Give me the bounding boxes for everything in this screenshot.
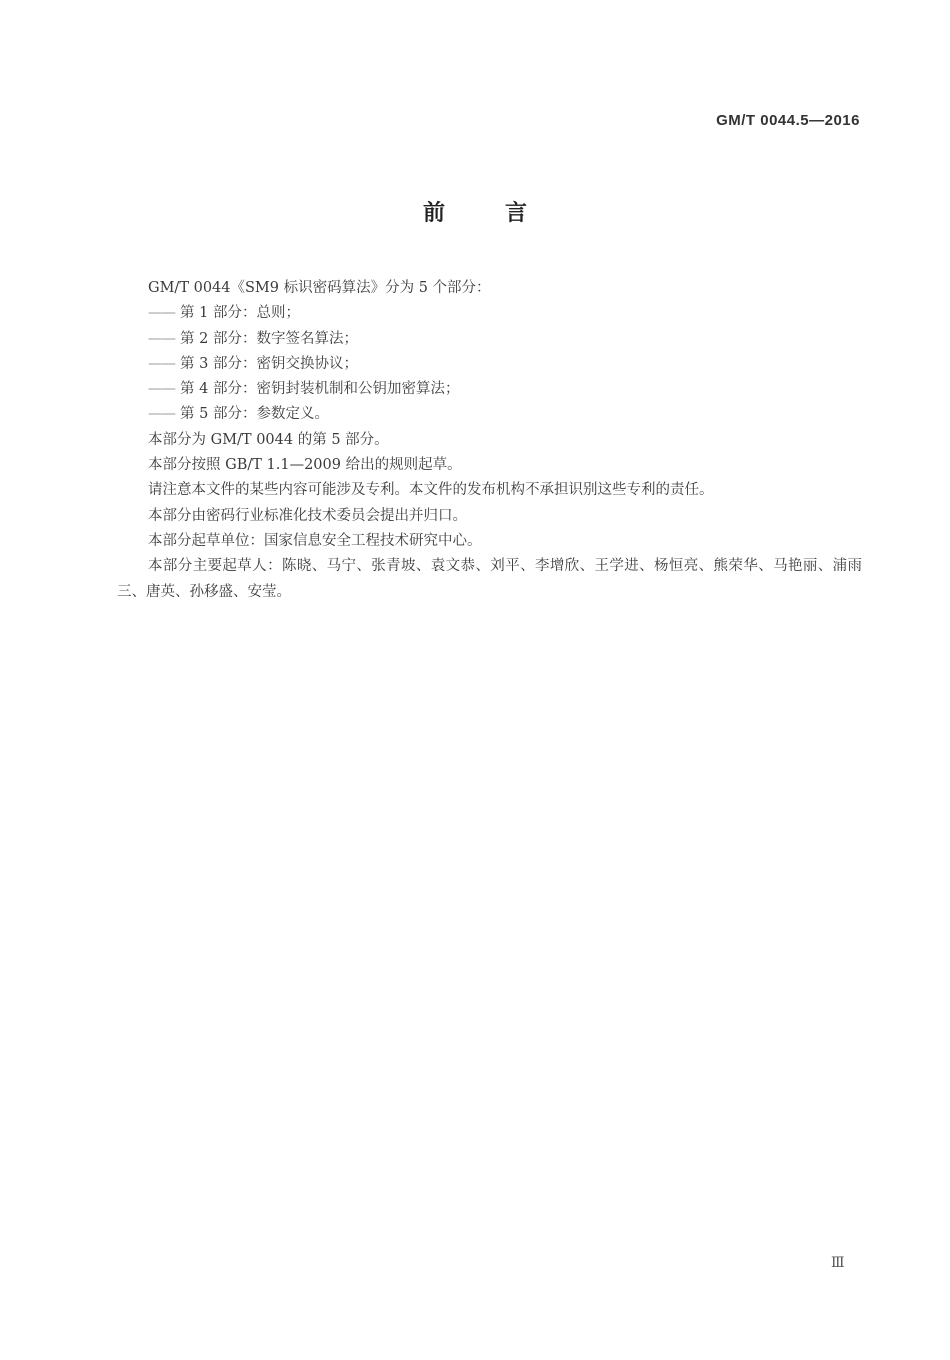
list-item xyxy=(117,377,862,402)
dash-marker: —— xyxy=(148,355,175,372)
paragraph: 本部分起草单位：国家信息安全工程技术研究中心。 xyxy=(148,532,482,549)
list-item-text: 第 5 部分：参数定义。 xyxy=(180,406,329,423)
list-item xyxy=(117,327,862,352)
paragraph: 本部分为 GM/T 0044 的第 5 部分。 xyxy=(148,431,389,448)
dash-marker: —— xyxy=(148,381,175,398)
list-item xyxy=(117,402,862,427)
list-item xyxy=(117,301,862,326)
list-item-text: 第 4 部分：密钥封装机制和公钥加密算法； xyxy=(180,381,460,398)
paragraph: 本部分由密码行业标准化技术委员会提出并归口。 xyxy=(148,507,467,524)
drafters-paragraph: 本部分主要起草人：陈晓、马宁、张青坡、袁文恭、刘平、李增欣、王学进、杨恒亮、熊荣华、马艳丽、浦雨三、唐英、孙移盛、安莹。 xyxy=(117,558,862,600)
dash-marker: —— xyxy=(148,305,175,322)
dash-marker: —— xyxy=(148,406,175,423)
list-item-text: 第 3 部分：密钥交换协议； xyxy=(180,355,358,372)
paragraph: 本部分按照 GB/T 1.1—2009 给出的规则起草。 xyxy=(148,457,462,474)
list-item xyxy=(117,352,862,377)
dash-marker: —— xyxy=(148,330,175,347)
list-item-text: 第 1 部分：总则； xyxy=(180,305,300,322)
intro-paragraph: GM/T 0044《SM9 标识密码算法》分为 5 个部分： xyxy=(148,280,491,296)
list-item-text: 第 2 部分：数字签名算法； xyxy=(180,330,358,347)
document-code: GM/T 0044.5—2016 xyxy=(716,112,860,129)
page-number: Ⅲ xyxy=(831,1255,845,1271)
paragraph: 请注意本文件的某些内容可能涉及专利。本文件的发布机构不承担识别这些专利的责任。 xyxy=(148,482,714,499)
page-title: 前言 xyxy=(422,201,587,226)
document-body xyxy=(117,276,862,605)
